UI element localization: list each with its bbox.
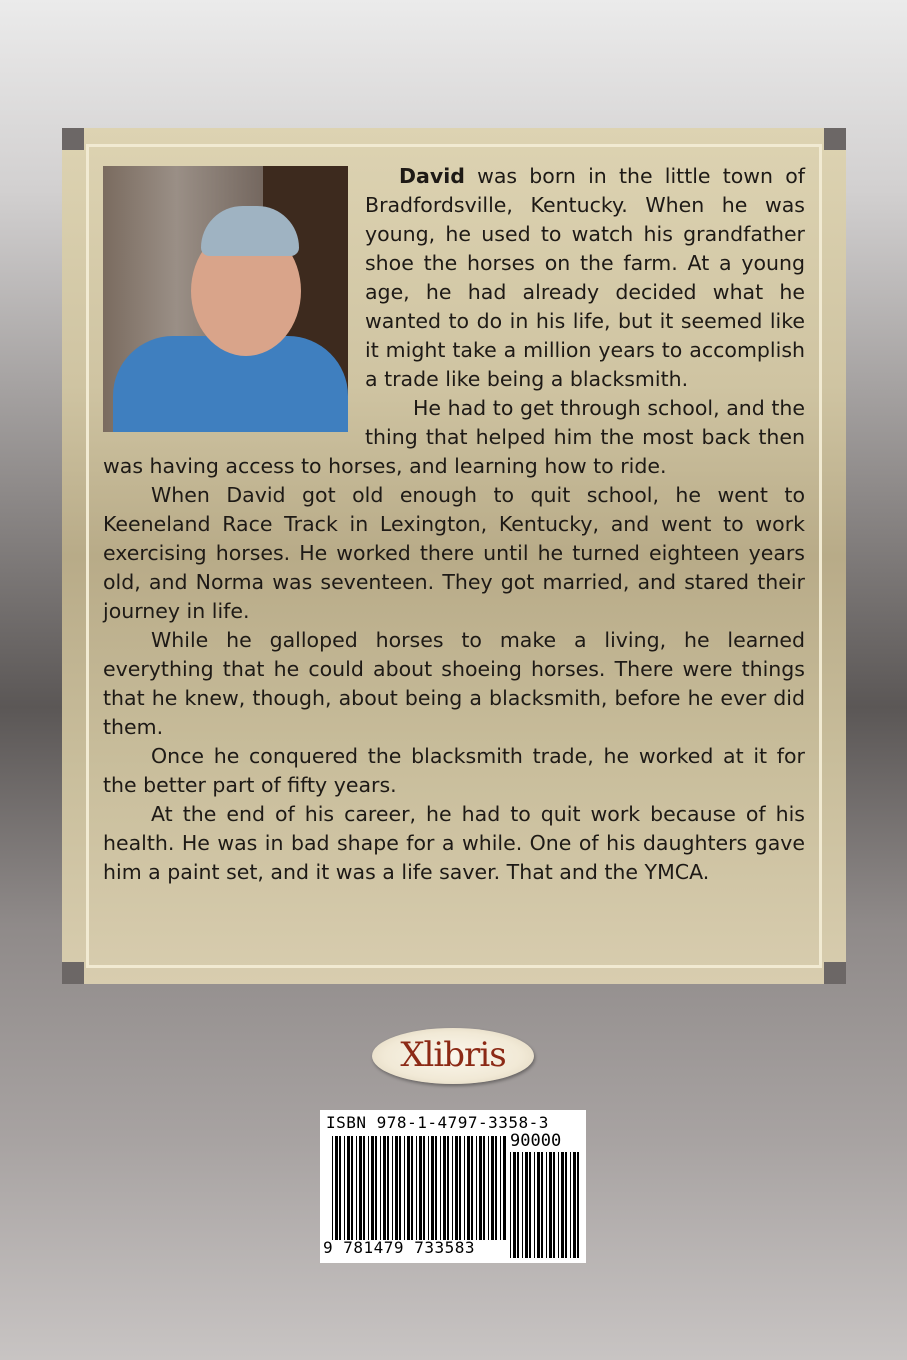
bio-paragraph: When David got old enough to quit school, he went to Keeneland Race Track in Lexington, Kentucky, and went to work exercising horses. He worked there until he turned eighteen years old, and Norma was seventeen. They got married, and stared their journey in life.	[103, 483, 805, 623]
price-addon-code: 90000	[510, 1131, 562, 1151]
bio-paragraph: David was born in the little town of Bradfordsville, Kentucky. When he was young, he used to watch his grandfather shoe the horses on the farm. At a young age, he had already decided what he wanted to do in his life, but it seemed like it might take a million years to accomplish a trade like being a blacksmith.	[365, 164, 805, 391]
panel-corner-notch	[62, 962, 84, 984]
ean-digits: 9 781479 733583	[323, 1238, 475, 1257]
bio-paragraph: While he galloped horses to make a living, he learned everything that he could about shoeing horses. There were things that he knew, though, about being a blacksmith, before he ever did them.	[103, 628, 805, 739]
panel-corner-notch	[62, 128, 84, 150]
panel-corner-notch	[824, 128, 846, 150]
publisher-logo	[372, 1028, 534, 1084]
author-bio	[103, 162, 805, 887]
barcode-bars	[332, 1136, 508, 1240]
panel-corner-notch	[824, 962, 846, 984]
bio-paragraph: At the end of his career, he had to quit work because of his health. He was in bad shape for a while. One of his daughters gave him a paint set, and it was a life saver. That and the YMCA.	[103, 802, 805, 884]
isbn-barcode	[320, 1110, 586, 1263]
addon-barcode-bars	[510, 1152, 582, 1258]
publisher-logo-text: Xlibris	[400, 1035, 506, 1075]
isbn-number: ISBN 978-1-4797-3358-3	[326, 1113, 549, 1132]
author-name: David	[399, 164, 465, 188]
bio-paragraph: He had to get through school, and the thing that helped him the most back then was having access to horses, and learning how to ride.	[103, 396, 805, 478]
bio-paragraph: Once he conquered the blacksmith trade, he worked at it for the better part of fifty years.	[103, 744, 805, 797]
